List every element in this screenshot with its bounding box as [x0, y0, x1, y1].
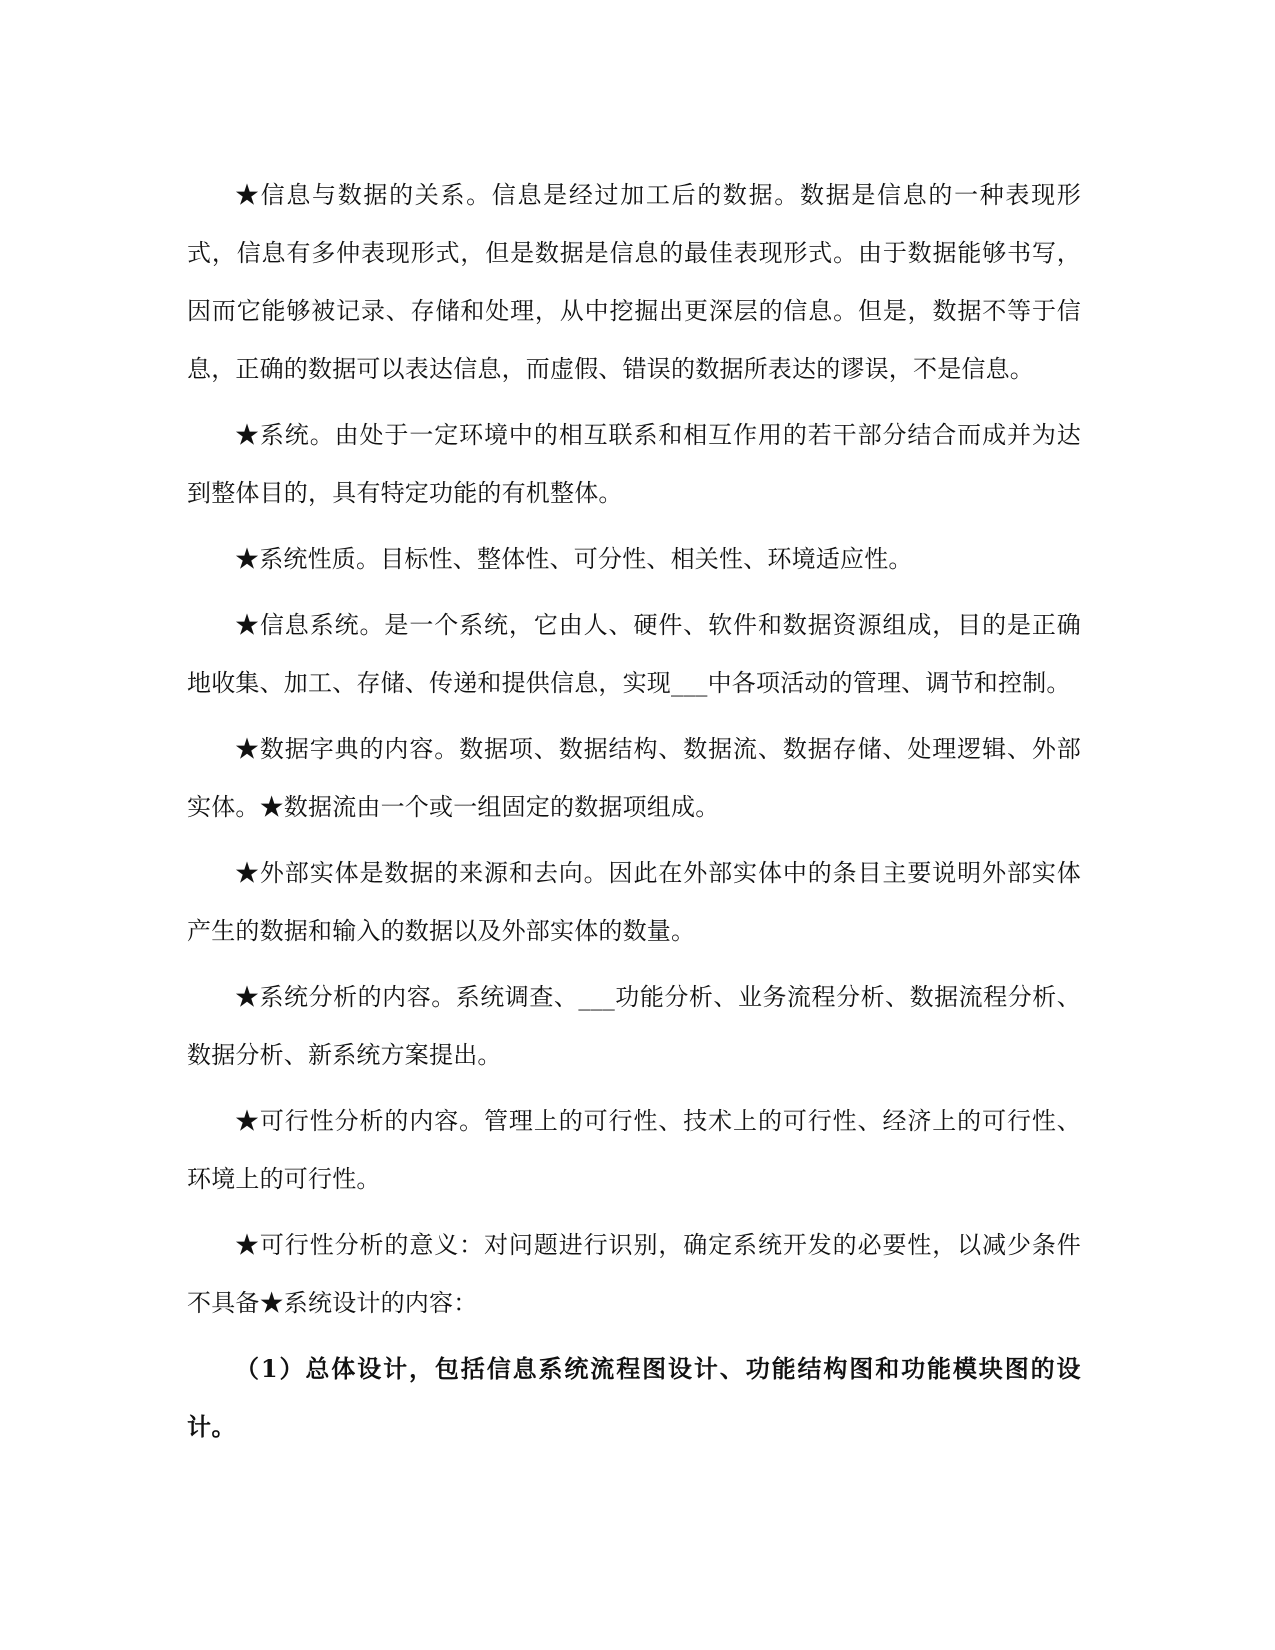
paragraph-external-entity: ★外部实体是数据的来源和去向。因此在外部实体中的条目主要说明外部实体产生的数据和输入的数据以及外部实体的数量。: [187, 859, 1081, 945]
paragraph-feasibility-content: ★可行性分析的内容。管理上的可行性、技术上的可行性、经济上的可行性、环境上的可行性。: [187, 1107, 1081, 1193]
paragraph-data-dictionary: ★数据字典的内容。数据项、数据结构、数据流、数据存储、处理逻辑、外部实体。★数据流由一个或一组固定的数据项组成。: [187, 735, 1081, 821]
paragraph-system-properties: ★系统性质。目标性、整体性、可分性、相关性、环境适应性。: [235, 545, 913, 573]
document-body: [187, 166, 1081, 1464]
paragraph-system-definition: ★系统。由处于一定环境中的相互联系和相互作用的若干部分结合而成并为达到整体目的，具有特定功能的有机整体。: [187, 421, 1081, 507]
paragraph-information-system: ★信息系统。是一个系统，它由人、硬件、软件和数据资源组成，目的是正确地收集、加工、存储、传递和提供信息，实现___中各项活动的管理、调节和控制。: [187, 611, 1081, 697]
paragraph-system-analysis: ★系统分析的内容。系统调查、___功能分析、业务流程分析、数据流程分析、数据分析、新系统方案提出。: [187, 983, 1081, 1069]
paragraph-feasibility-significance: ★可行性分析的意义：对问题进行识别，确定系统开发的必要性，以减少条件不具备★系统设计的内容：: [187, 1231, 1081, 1317]
paragraph-overall-design: （1）总体设计，包括信息系统流程图设计、功能结构图和功能模块图的设计。: [187, 1354, 1081, 1441]
paragraph-information-data-relation: ★信息与数据的关系。信息是经过加工后的数据。数据是信息的一种表现形式，信息有多仲表现形式，但是数据是信息的最佳表现形式。由于数据能够书写，因而它能够被记录、存储和处理，从中挖掘出更深层的信息。但是，数据不等于信息，正确的数据可以表达信息，而虚假、错误的数据所表达的谬误，不是信息。: [187, 181, 1081, 383]
